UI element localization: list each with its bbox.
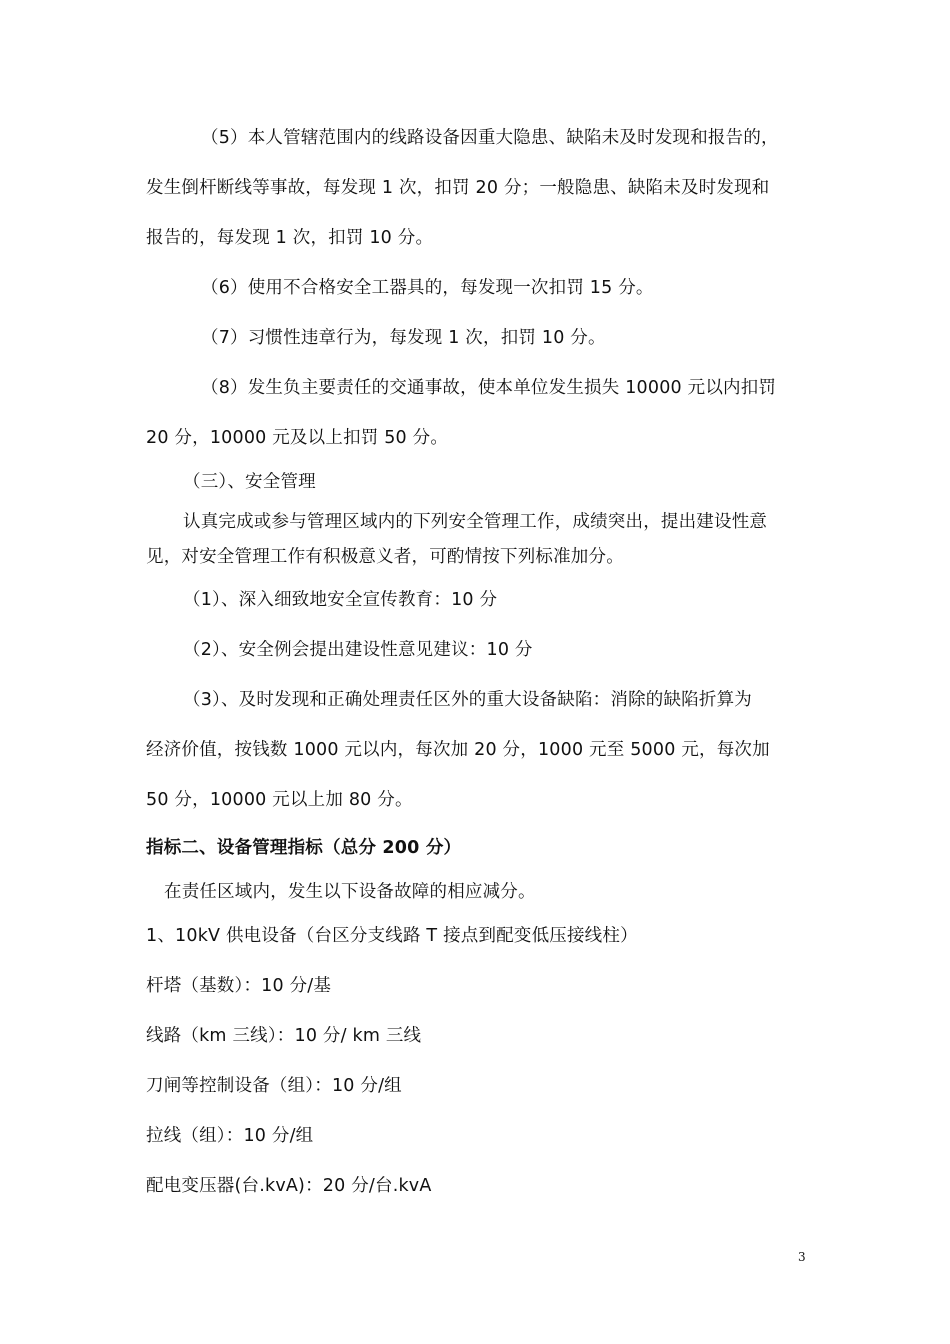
text-line: 经济价值，按钱数 1000 元以内，每次加 20 分，1000 元至 5000 元，每次加 [146,740,770,760]
page-number: 3 [798,1250,806,1264]
text-line: 刀闸等控制设备（组）：10 分/组 [146,1076,402,1096]
text-line: 50 分，10000 元以上加 80 分。 [146,790,413,810]
text-line: （6）使用不合格安全工器具的，每发现一次扣罚 15 分。 [201,278,654,298]
text-line: （7）习惯性违章行为，每发现 1 次，扣罚 10 分。 [201,328,606,348]
text-line: 拉线（组）：10 分/组 [146,1126,314,1146]
list-item: （3）、及时发现和正确处理责任区外的重大设备缺陷：消除的缺陷折算为 [183,690,752,710]
text-line: 20 分，10000 元及以上扣罚 50 分。 [146,428,449,448]
text-line: （5）本人管辖范围内的线路设备因重大隐患、缺陷未及时发现和报告的， [201,128,779,148]
index-heading: 指标二、设备管理指标（总分 200 分） [146,838,462,858]
text-line: 1、10kV 供电设备（台区分支线路 T 接点到配变低压接线柱） [146,926,638,946]
text-line: 配电变压器(台.kvA)：20 分/台.kvA [146,1176,432,1196]
text-line: 认真完成或参与管理区域内的下列安全管理工作，成绩突出，提出建设性意 [183,512,768,532]
text-line: 在责任区域内，发生以下设备故障的相应减分。 [164,882,536,902]
text-line: 线路（km 三线）：10 分/ km 三线 [146,1026,422,1046]
text-line: （8）发生负主要责任的交通事故，使本单位发生损失 10000 元以内扣罚 [201,378,777,398]
text-line: 报告的，每发现 1 次，扣罚 10 分。 [146,228,434,248]
section-heading: （三）、安全管理 [183,472,316,492]
text-line: 见，对安全管理工作有积极意义者，可酌情按下列标准加分。 [146,547,624,567]
text-line: 发生倒杆断线等事故，每发现 1 次，扣罚 20 分；一般隐患、缺陷未及时发现和 [146,178,770,198]
text-line: 杆塔（基数）：10 分/基 [146,976,332,996]
list-item: （2）、安全例会提出建设性意见建议：10 分 [183,640,533,660]
list-item: （1）、深入细致地安全宣传教育：10 分 [183,590,498,610]
